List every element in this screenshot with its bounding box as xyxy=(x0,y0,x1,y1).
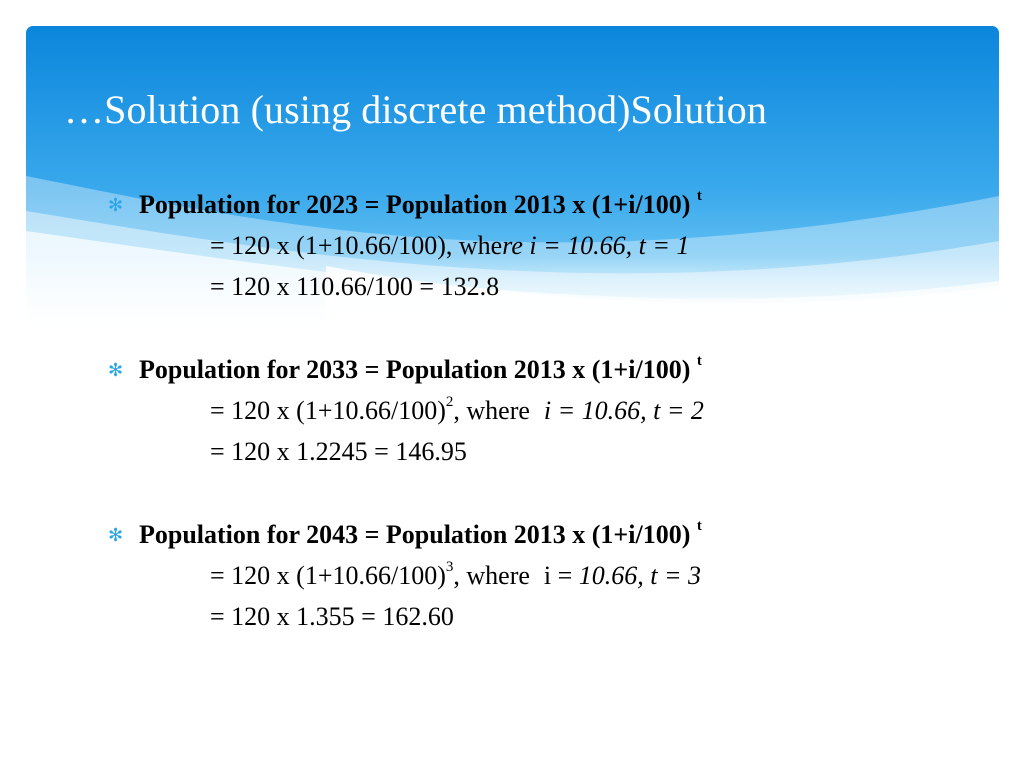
calc-line-2043-step1 xyxy=(210,561,701,591)
calc-italic: re i = 10.66, t = 1 xyxy=(502,231,690,260)
heading-exponent: t xyxy=(696,188,702,205)
calc-line-2023-step1 xyxy=(210,231,689,261)
calc-line-2033-step1 xyxy=(210,396,704,426)
calc-var: i = xyxy=(543,561,579,590)
calc-italic: 10.66, t = 3 xyxy=(578,561,702,590)
calc-exponent: 2 xyxy=(445,394,454,411)
calc-line-2023-result: = 120 x 110.66/100 = 132.8 xyxy=(210,272,500,301)
heading-exponent: t xyxy=(696,353,702,370)
slide-title: …Solution (using discrete method)Solution xyxy=(64,87,767,132)
bullet-heading-2033 xyxy=(139,355,702,385)
calc-line-2033-result: = 120 x 1.2245 = 146.95 xyxy=(210,437,467,466)
calc-text: = 120 x (1+10.66/100) xyxy=(210,396,446,425)
heading-text: Population for 2023 = Population 2013 x (1+i/100) xyxy=(139,190,691,219)
bullet-icon: ✻ xyxy=(108,360,124,380)
bullet-heading-2043 xyxy=(139,520,702,550)
heading-text: Population for 2043 = Population 2013 x (1+i/100) xyxy=(139,520,691,549)
calc-where: , where xyxy=(453,396,530,425)
bullet-icon: ✻ xyxy=(108,525,124,545)
heading-exponent: t xyxy=(696,518,702,535)
calc-text: = 120 x (1+10.66/100), whe xyxy=(210,231,503,260)
bullet-heading-2023 xyxy=(139,190,702,220)
calc-exponent: 3 xyxy=(445,559,454,576)
bullet-icon: ✻ xyxy=(108,195,124,215)
calc-line-2043-result: = 120 x 1.355 = 162.60 xyxy=(210,602,454,631)
heading-text: Population for 2033 = Population 2013 x (1+i/100) xyxy=(139,355,691,384)
calc-where: , where xyxy=(453,561,530,590)
calc-italic: i = 10.66, t = 2 xyxy=(543,396,704,425)
calc-text: = 120 x (1+10.66/100) xyxy=(210,561,446,590)
